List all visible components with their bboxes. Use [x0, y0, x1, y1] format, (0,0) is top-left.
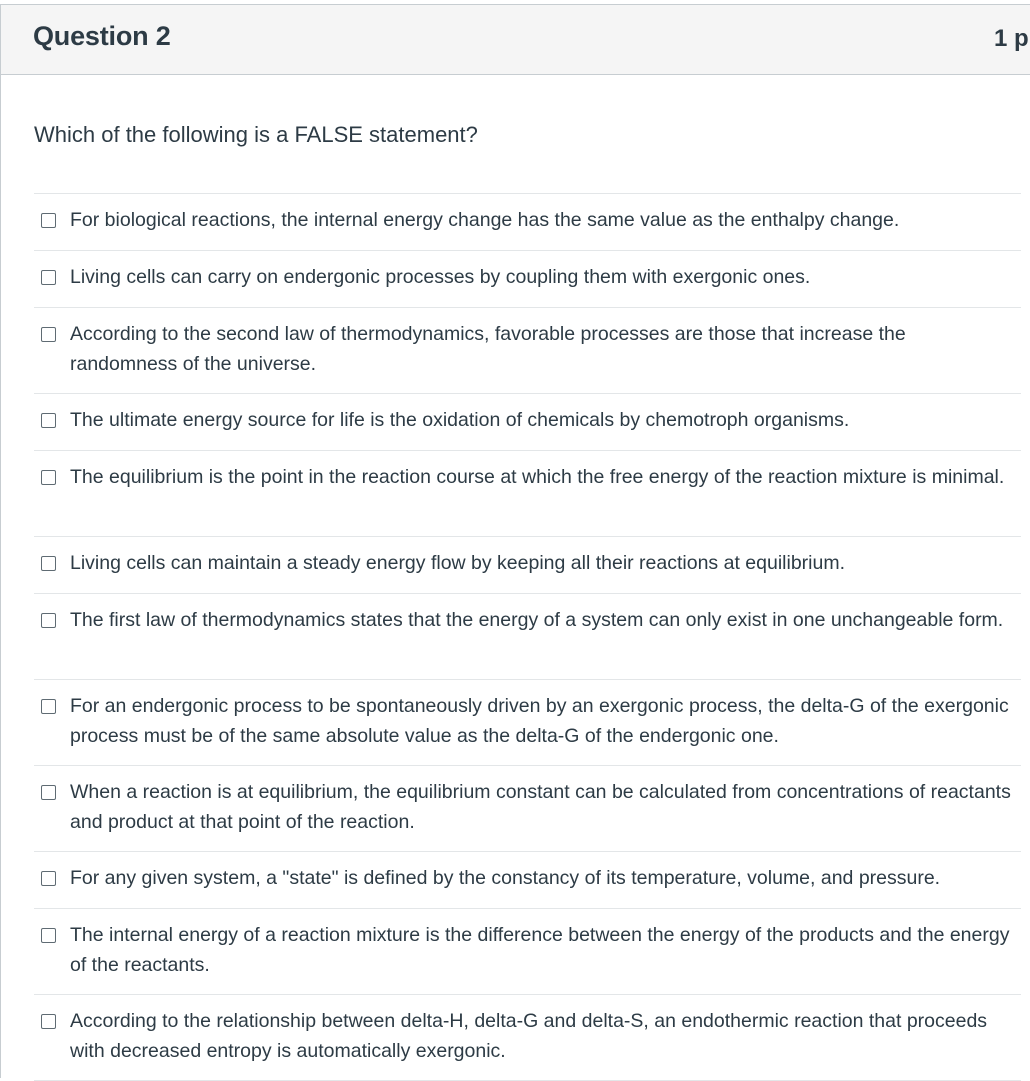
- checkbox[interactable]: [41, 871, 56, 886]
- answer-option-8[interactable]: [34, 680, 1021, 766]
- question-points: 1 p: [994, 25, 1029, 52]
- answer-text: According to the relationship between delta-H, delta-G and delta-S, an endothermic reaction that proceeds with decreased entropy is automatically exergonic.: [70, 1010, 988, 1062]
- checkbox[interactable]: [41, 270, 56, 285]
- checkbox[interactable]: [41, 613, 56, 628]
- answer-option-6[interactable]: [34, 537, 1021, 594]
- answer-option-9[interactable]: [34, 766, 1021, 852]
- answer-option-1[interactable]: [34, 194, 1021, 251]
- answer-text: For biological reactions, the internal energy change has the same value as the enthalpy change.: [70, 209, 900, 231]
- question-card: [0, 4, 1030, 1078]
- answer-text: The internal energy of a reaction mixture is the difference between the energy of the products and the energy of the reactants.: [70, 924, 1010, 976]
- checkbox[interactable]: [41, 556, 56, 571]
- answer-list: [34, 193, 1021, 1081]
- question-title: Question 2: [33, 21, 171, 51]
- answer-text: According to the second law of thermodynamics, favorable processes are those that increase the randomness of the universe.: [70, 323, 906, 375]
- answer-text: For any given system, a "state" is defined by the constancy of its temperature, volume, and pressure.: [70, 867, 941, 889]
- answer-option-10[interactable]: [34, 852, 1021, 909]
- answer-text: The first law of thermodynamics states that the energy of a system can only exist in one unchangeable form.: [70, 609, 1004, 631]
- answer-text: The equilibrium is the point in the reaction course at which the free energy of the reaction mixture is minimal.: [70, 466, 1005, 488]
- question-header: [1, 5, 1030, 75]
- answer-option-4[interactable]: [34, 394, 1021, 451]
- checkbox[interactable]: [41, 1014, 56, 1029]
- answer-option-12[interactable]: [34, 995, 1021, 1081]
- answer-text: Living cells can carry on endergonic processes by coupling them with exergonic ones.: [70, 266, 811, 288]
- answer-option-2[interactable]: [34, 251, 1021, 308]
- answer-option-5[interactable]: [34, 451, 1021, 537]
- answer-text: For an endergonic process to be spontaneously driven by an exergonic process, the delta-G of the exergonic process must be of the same absolute value as the delta-G of the endergonic one.: [70, 695, 1009, 747]
- checkbox[interactable]: [41, 470, 56, 485]
- checkbox[interactable]: [41, 213, 56, 228]
- checkbox[interactable]: [41, 413, 56, 428]
- answer-text: The ultimate energy source for life is the oxidation of chemicals by chemotroph organisms.: [70, 409, 850, 431]
- answer-option-11[interactable]: [34, 909, 1021, 995]
- checkbox[interactable]: [41, 928, 56, 943]
- answer-option-7[interactable]: [34, 594, 1021, 680]
- answer-text: Living cells can maintain a steady energy flow by keeping all their reactions at equilibrium.: [70, 552, 845, 574]
- answer-option-3[interactable]: [34, 308, 1021, 394]
- checkbox[interactable]: [41, 327, 56, 342]
- checkbox[interactable]: [41, 785, 56, 800]
- question-prompt: Which of the following is a FALSE statement?: [34, 122, 478, 147]
- checkbox[interactable]: [41, 699, 56, 714]
- answer-text: When a reaction is at equilibrium, the equilibrium constant can be calculated from concentrations of reactants and product at that point of the reaction.: [70, 781, 1011, 833]
